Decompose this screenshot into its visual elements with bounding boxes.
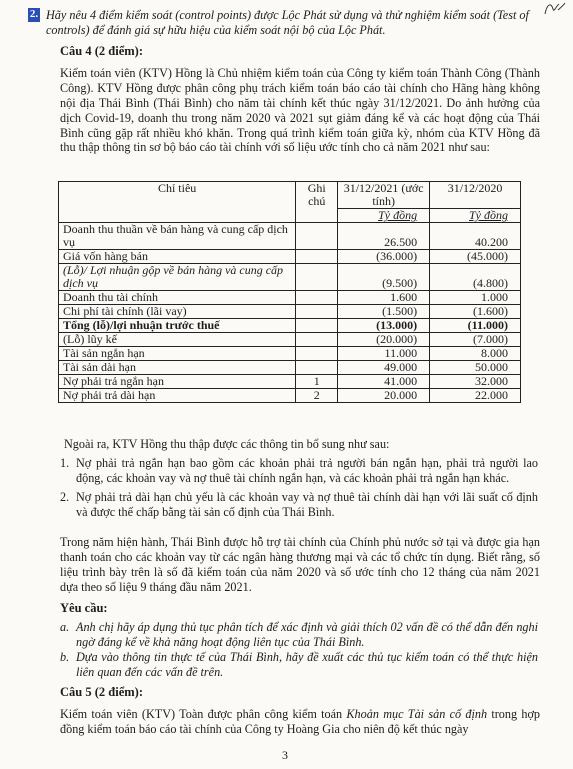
table-row: [59, 264, 521, 291]
requirement-item: b. Dựa vào thông tin thực tế của Thái Bình, hãy đề xuất các thủ tục kiểm toán có thể thực hiện liên quan đến các vấn đề trên.: [60, 649, 538, 679]
row-note: 1: [296, 375, 338, 389]
row-label: Giá vốn hàng bán: [59, 250, 296, 264]
table-row: [59, 347, 521, 361]
row-note: [296, 250, 338, 264]
note-item: 1. Nợ phải trả ngắn hạn bao gồm các khoản phải trả người bán ngắn hạn, phải trả người lao động, các khoản vay và nợ thuê tài chính ngắn hạn, và các khoản phải trả ngắn hạn khác.: [60, 456, 538, 485]
row-value-2020: (4.800): [430, 264, 521, 291]
row-note: [296, 361, 338, 375]
header-note: Ghi chú: [296, 182, 338, 223]
table-row: [59, 250, 521, 264]
question-5-heading: Câu 5 (2 điểm):: [60, 685, 143, 699]
row-label: Doanh thu tài chính: [59, 291, 296, 305]
financial-table: [58, 181, 521, 403]
row-value-2021: 20.000: [338, 389, 430, 403]
requirements-heading: Yêu cầu:: [60, 601, 108, 615]
row-label: Chi phí tài chính (lãi vay): [59, 305, 296, 319]
item-number-highlight: 2.: [29, 8, 39, 20]
row-value-2021: 1.600: [338, 291, 430, 305]
question-4-heading: Câu 4 (2 điểm):: [60, 44, 143, 58]
unit-2020: Tỷ đồng: [430, 209, 521, 223]
row-value-2021: (13.000): [338, 319, 430, 333]
row-note: [296, 223, 338, 250]
table-row: [59, 291, 521, 305]
question-4-context: Trong năm hiện hành, Thái Bình được hỗ trợ tài chính của Chính phủ nước sở tại và được gia hạn thanh toán cho các khoản vay từ các ngân hàng thương mại và các tổ chức tín dụng. Biết rằng, số liệu trình bày trên là số đã kiểm toán của năm 2020 và số ước tính cho 12 tháng của năm 2021 dựa theo số liệu 9 tháng đầu năm 2021.: [60, 535, 540, 594]
row-value-2020: (11.000): [430, 319, 521, 333]
table-row: [59, 333, 521, 347]
row-value-2020: 40.200: [430, 223, 521, 250]
row-value-2020: (45.000): [430, 250, 521, 264]
row-value-2021: (9.500): [338, 264, 430, 291]
row-label: Tài sản dài hạn: [59, 361, 296, 375]
row-label: Tổng (lỗ)/lợi nhuận trước thuế: [59, 319, 296, 333]
header-2020: 31/12/2020: [430, 182, 521, 209]
row-value-2021: 26.500: [338, 223, 430, 250]
note-item: 2. Nợ phải trả dài hạn chủ yếu là các khoản vay và nợ thuê tài chính dài hạn với lãi suất cố định và được thế chấp bằng tài sản cố định của Thái Bình.: [60, 489, 538, 519]
row-value-2020: 32.000: [430, 375, 521, 389]
row-value-2021: (20.000): [338, 333, 430, 347]
row-value-2020: 1.000: [430, 291, 521, 305]
table-row: [59, 305, 521, 319]
row-label: Doanh thu thuần về bán hàng và cung cấp dịch vụ: [59, 223, 296, 250]
row-label: (Lỗ) lũy kế: [59, 333, 296, 347]
question-3-item-2: [29, 8, 551, 38]
header-2021: 31/12/2021 (ước tính): [338, 182, 430, 209]
row-value-2020: 22.000: [430, 389, 521, 403]
row-label: Nợ phải trả ngắn hạn: [59, 375, 296, 389]
table-row: [59, 375, 521, 389]
unit-2021: Tỷ đồng: [338, 209, 430, 223]
row-value-2021: 41.000: [338, 375, 430, 389]
row-note: [296, 319, 338, 333]
row-note: [296, 291, 338, 305]
row-note: [296, 305, 338, 319]
row-value-2021: 49.000: [338, 361, 430, 375]
row-value-2021: (36.000): [338, 250, 430, 264]
table-row: [59, 319, 521, 333]
table-row: [59, 361, 521, 375]
question-5-text: Kiểm toán viên (KTV) Toàn được phân công kiểm toán Khoản mục Tài sản cố định trong hợp đồng kiểm toán báo cáo tài chính của Công ty Hoàng Gia cho niên độ kết thúc ngày: [60, 707, 540, 736]
row-note: [296, 264, 338, 291]
table-row: [59, 223, 521, 250]
row-value-2020: (1.600): [430, 305, 521, 319]
requirements-list: [60, 620, 538, 680]
question-4-intro: Kiểm toán viên (KTV) Hồng là Chủ nhiệm kiểm toán của Công ty kiểm toán Thành Công (Thành Công). KTV Hồng được phân công phụ trách kiểm toán báo cáo tài chính cho Hãng hàng không nội địa Thái Bình (Thái Bình) cho năm tài chính kết thúc ngày 31/12/2021. Do ảnh hưởng của dịch Covid-19, doanh thu trong năm 2020 và 2021 sụt giảm đáng kể và các hoạt động của Thái Bình cũng gặp rất nhiều khó khăn. Trong quá trình kiểm toán giữa kỳ, nhóm của KTV Hồng đã thu thập thông tin sơ bộ báo cáo tài chính với số liệu ước tính cho cả năm 2021 như sau:: [60, 66, 540, 155]
row-value-2021: 11.000: [338, 347, 430, 361]
row-note: [296, 333, 338, 347]
extra-info-intro: Ngoài ra, KTV Hồng thu thập được các thông tin bổ sung như sau:: [64, 437, 390, 451]
row-label: (Lỗ)/ Lợi nhuận gộp về bán hàng và cung cấp dịch vụ: [59, 264, 296, 291]
table-header-row: [59, 182, 521, 209]
row-label: Tài sản ngắn hạn: [59, 347, 296, 361]
table-row: [59, 389, 521, 403]
row-value-2021: (1.500): [338, 305, 430, 319]
item-2-text: Hãy nêu 4 điểm kiểm soát (control points) được Lộc Phát sử dụng và thử nghiệm kiểm soát (Test of controls) để đánh giá sự hữu hiệu của kiểm soát nội bộ của Lộc Phát.: [46, 8, 529, 37]
row-value-2020: (7.000): [430, 333, 521, 347]
requirement-item: a. Anh chị hãy áp dụng thủ tục phân tích để xác định và giải thích 02 vấn đề có thể dẫn đến nghi ngờ đáng kể về khả năng hoạt động liên tục của Thái Bình.: [60, 620, 538, 649]
row-value-2020: 50.000: [430, 361, 521, 375]
row-value-2020: 8.000: [430, 347, 521, 361]
row-note: 2: [296, 389, 338, 403]
notes-list: [60, 456, 538, 520]
page-number: 3: [282, 748, 288, 762]
row-label: Nợ phải trả dài hạn: [59, 389, 296, 403]
header-item: Chỉ tiêu: [59, 182, 296, 223]
row-note: [296, 347, 338, 361]
